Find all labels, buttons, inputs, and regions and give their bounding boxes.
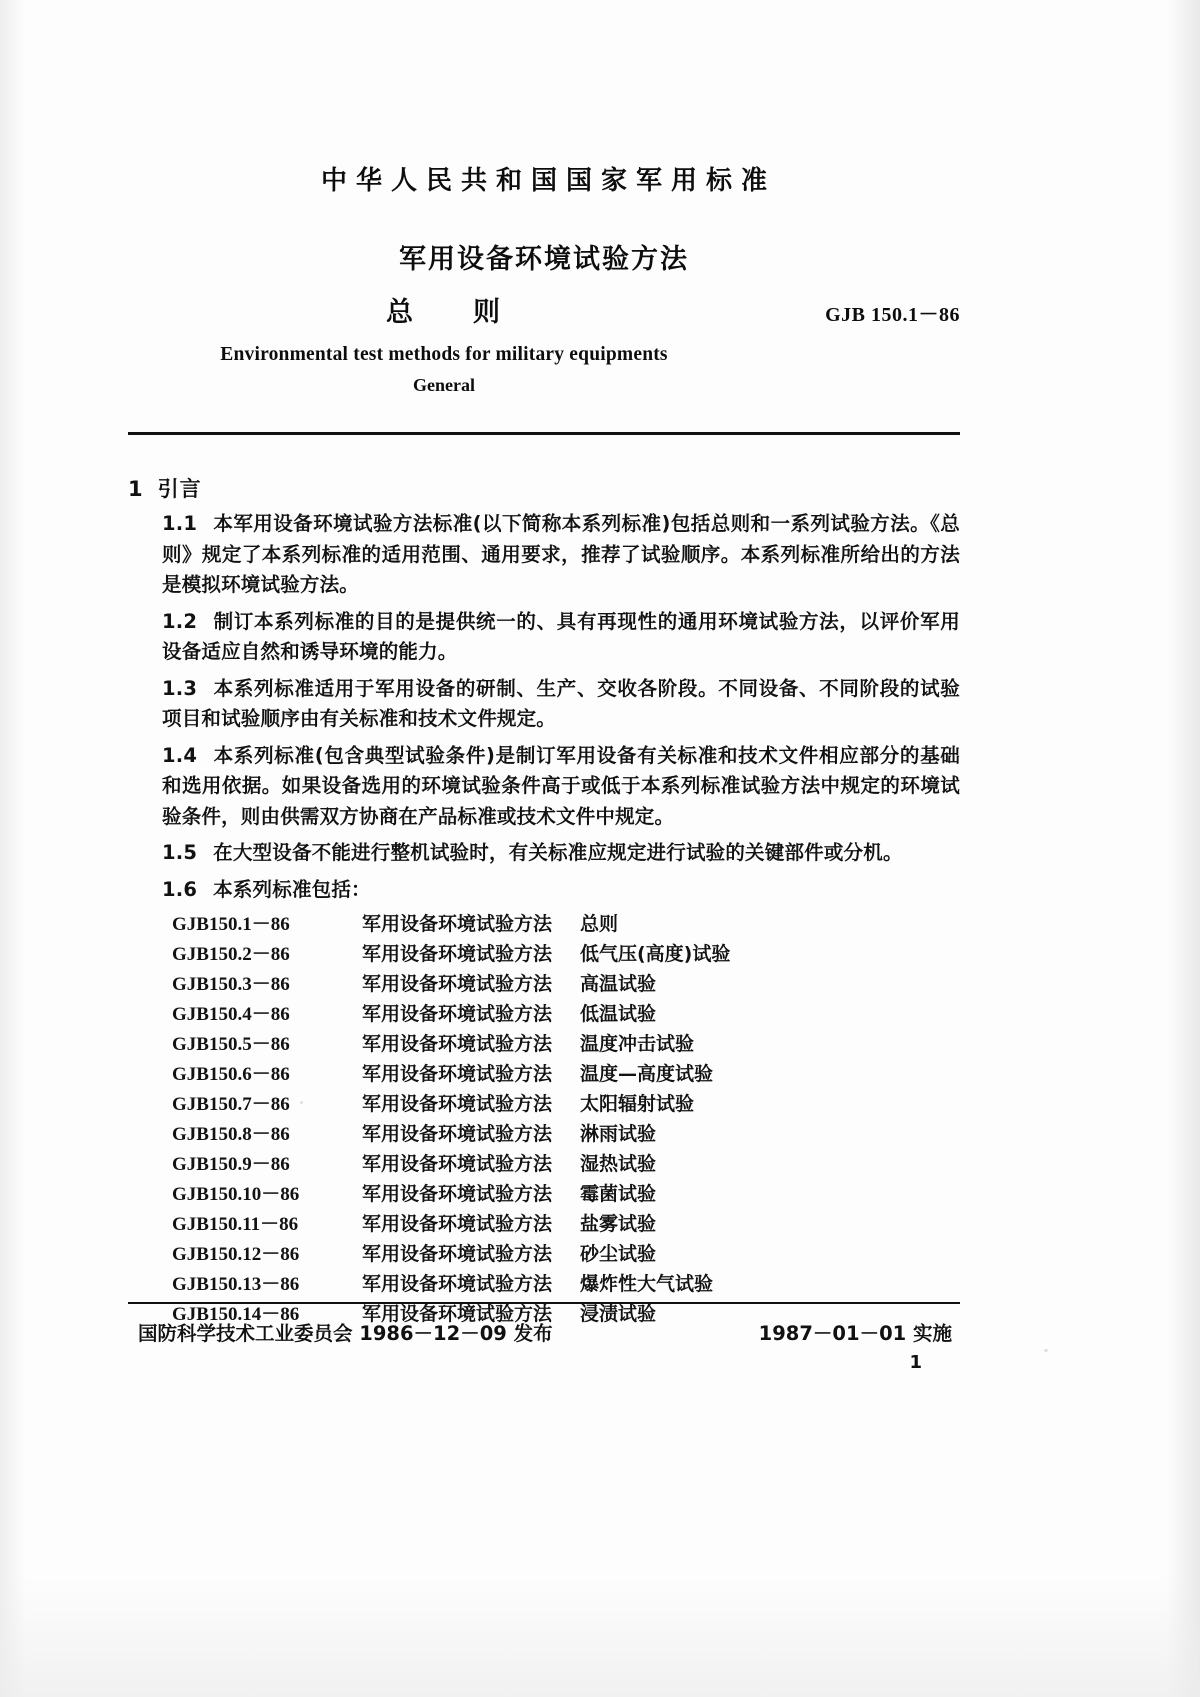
standard-name: 军用设备环境试验方法 <box>362 1153 553 1175</box>
standard-test: 爆炸性大气试验 <box>580 1273 714 1295</box>
standard-name: 军用设备环境试验方法 <box>362 1303 553 1325</box>
standard-code: GJB150.2－86 <box>172 944 290 965</box>
standard-name: 军用设备环境试验方法 <box>362 1243 553 1265</box>
standard-name: 军用设备环境试验方法 <box>362 943 553 965</box>
scan-edge-right <box>1166 0 1200 1697</box>
standard-test: 湿热试验 <box>580 1153 657 1175</box>
document-title-chinese: 军用设备环境试验方法 <box>399 244 689 275</box>
standard-name: 军用设备环境试验方法 <box>362 913 553 935</box>
list-item <box>128 1029 960 1059</box>
list-item <box>128 1149 960 1179</box>
list-item <box>128 1239 960 1269</box>
standard-name: 军用设备环境试验方法 <box>362 1063 553 1085</box>
document-title-english: Environmental test methods for military equipments <box>220 344 668 365</box>
standard-name: 军用设备环境试验方法 <box>362 1033 553 1055</box>
list-item <box>128 1059 960 1089</box>
standard-name: 军用设备环境试验方法 <box>362 1213 553 1235</box>
list-item <box>128 1089 960 1119</box>
standard-name: 军用设备环境试验方法 <box>362 1123 553 1145</box>
nation-title: 中华人民共和国国家军用标准 <box>320 166 776 196</box>
paragraph-text: 本系列标准包括： <box>213 877 371 901</box>
header-divider-rule <box>128 432 960 435</box>
standard-code: GJB150.7－86 <box>172 1094 290 1115</box>
paragraph-index: 1.1 <box>162 512 198 535</box>
document-subtitle-english: General <box>413 375 475 395</box>
standard-code: GJB150.13－86 <box>172 1274 300 1295</box>
list-item <box>128 939 960 969</box>
paragraph-text: 本系列标准适用于军用设备的研制、生产、交收各阶段。不同设备、不同阶段的试验项目和试验顺序由有关标准和技术文件规定。 <box>162 676 960 730</box>
standard-code: GJB150.9－86 <box>172 1154 290 1175</box>
standard-code: GJB150.1－86 <box>172 914 290 935</box>
section-heading <box>128 473 960 503</box>
section-number: 1 <box>128 477 144 501</box>
standard-code: GJB150.10－86 <box>172 1184 300 1205</box>
paragraph-index: 1.5 <box>162 841 198 864</box>
paragraph-text: 本军用设备环境试验方法标准(以下简称本系列标准)包括总则和一系列试验方法。《总则》规定了本系列标准的适用范围、通用要求，推荐了试验顺序。本系列标准所给出的方法是模拟环境试验方法。 <box>162 512 960 596</box>
effective-date: 1987－01－01 实施 <box>758 1322 952 1345</box>
paragraph-1-3 <box>128 674 960 735</box>
scan-edge-left <box>0 0 26 1697</box>
paragraph-text: 在大型设备不能进行整机试验时，有关标准应规定进行试验的关键部件或分机。 <box>213 841 903 864</box>
standard-test: 低气压(高度)试验 <box>580 943 731 965</box>
footer-divider-rule <box>128 1302 960 1304</box>
standard-test: 高温试验 <box>580 973 657 995</box>
standard-test: 霉菌试验 <box>580 1183 657 1205</box>
list-item <box>128 999 960 1029</box>
paragraph-1-6 <box>128 875 960 906</box>
standard-name: 军用设备环境试验方法 <box>362 1003 553 1025</box>
list-item <box>128 1179 960 1209</box>
standard-code: GJB150.12－86 <box>172 1244 300 1265</box>
page-content <box>128 0 960 1697</box>
paragraph-1-5 <box>128 838 960 869</box>
list-item <box>128 969 960 999</box>
standard-test: 砂尘试验 <box>580 1243 657 1265</box>
list-item <box>128 1119 960 1149</box>
paragraph-index: 1.4 <box>162 743 198 767</box>
standards-list <box>128 909 960 1329</box>
standard-test: 淋雨试验 <box>580 1123 657 1145</box>
subtitle-row <box>128 290 960 328</box>
list-item <box>128 1269 960 1299</box>
section-title: 引言 <box>157 477 202 501</box>
paragraph-1-2 <box>128 607 960 668</box>
document-subtitle-chinese: 总 则 <box>386 297 502 328</box>
list-item <box>128 909 960 939</box>
paragraph-1-1 <box>128 509 960 601</box>
standard-code: GJB150.4－86 <box>172 1004 290 1025</box>
issuing-authority-and-date: 国防科学技术工业委员会 1986－12－09 发布 <box>138 1322 553 1345</box>
standard-code: GJB150.14－86 <box>172 1304 300 1325</box>
page-number: 1 <box>909 1352 922 1373</box>
standard-number: GJB 150.1－86 <box>825 304 960 326</box>
standard-code: GJB150.6－86 <box>172 1064 290 1085</box>
paragraph-text: 制订本系列标准的目的是提供统一的、具有再现性的通用环境试验方法，以评价军用设备适应自然和诱导环境的能力。 <box>162 609 960 663</box>
standard-test: 温度—高度试验 <box>580 1063 714 1085</box>
paragraph-index: 1.2 <box>162 609 198 633</box>
paragraph-text: 本系列标准(包含典型试验条件)是制订军用设备有关标准和技术文件相应部分的基础和选用依据。如果设备选用的环境试验条件高于或低于本系列标准试验方法中规定的环境试验条件，则由供需双方协商在产品标准或技术文件中规定。 <box>162 743 960 828</box>
standard-test: 低温试验 <box>580 1003 657 1025</box>
standard-name: 军用设备环境试验方法 <box>362 1273 553 1295</box>
standard-code: GJB150.3－86 <box>172 974 290 995</box>
standard-test: 浸渍试验 <box>580 1303 657 1325</box>
standard-code: GJB150.11－86 <box>172 1214 299 1235</box>
standard-name: 军用设备环境试验方法 <box>362 973 553 995</box>
standard-name: 军用设备环境试验方法 <box>362 1183 553 1205</box>
standard-code: GJB150.5－86 <box>172 1034 290 1055</box>
scan-speckle <box>1044 1349 1048 1352</box>
standard-test: 盐雾试验 <box>580 1213 657 1235</box>
standard-test: 太阳辐射试验 <box>580 1093 695 1115</box>
standard-name: 军用设备环境试验方法 <box>362 1093 553 1115</box>
standard-code: GJB150.8－86 <box>172 1124 290 1145</box>
list-item <box>128 1209 960 1239</box>
paragraph-index: 1.6 <box>162 877 198 901</box>
page-footer <box>128 1318 960 1346</box>
standard-test: 总则 <box>580 913 619 935</box>
paragraph-1-4 <box>128 741 960 833</box>
paragraph-index: 1.3 <box>162 676 198 700</box>
standard-test: 温度冲击试验 <box>580 1033 695 1055</box>
